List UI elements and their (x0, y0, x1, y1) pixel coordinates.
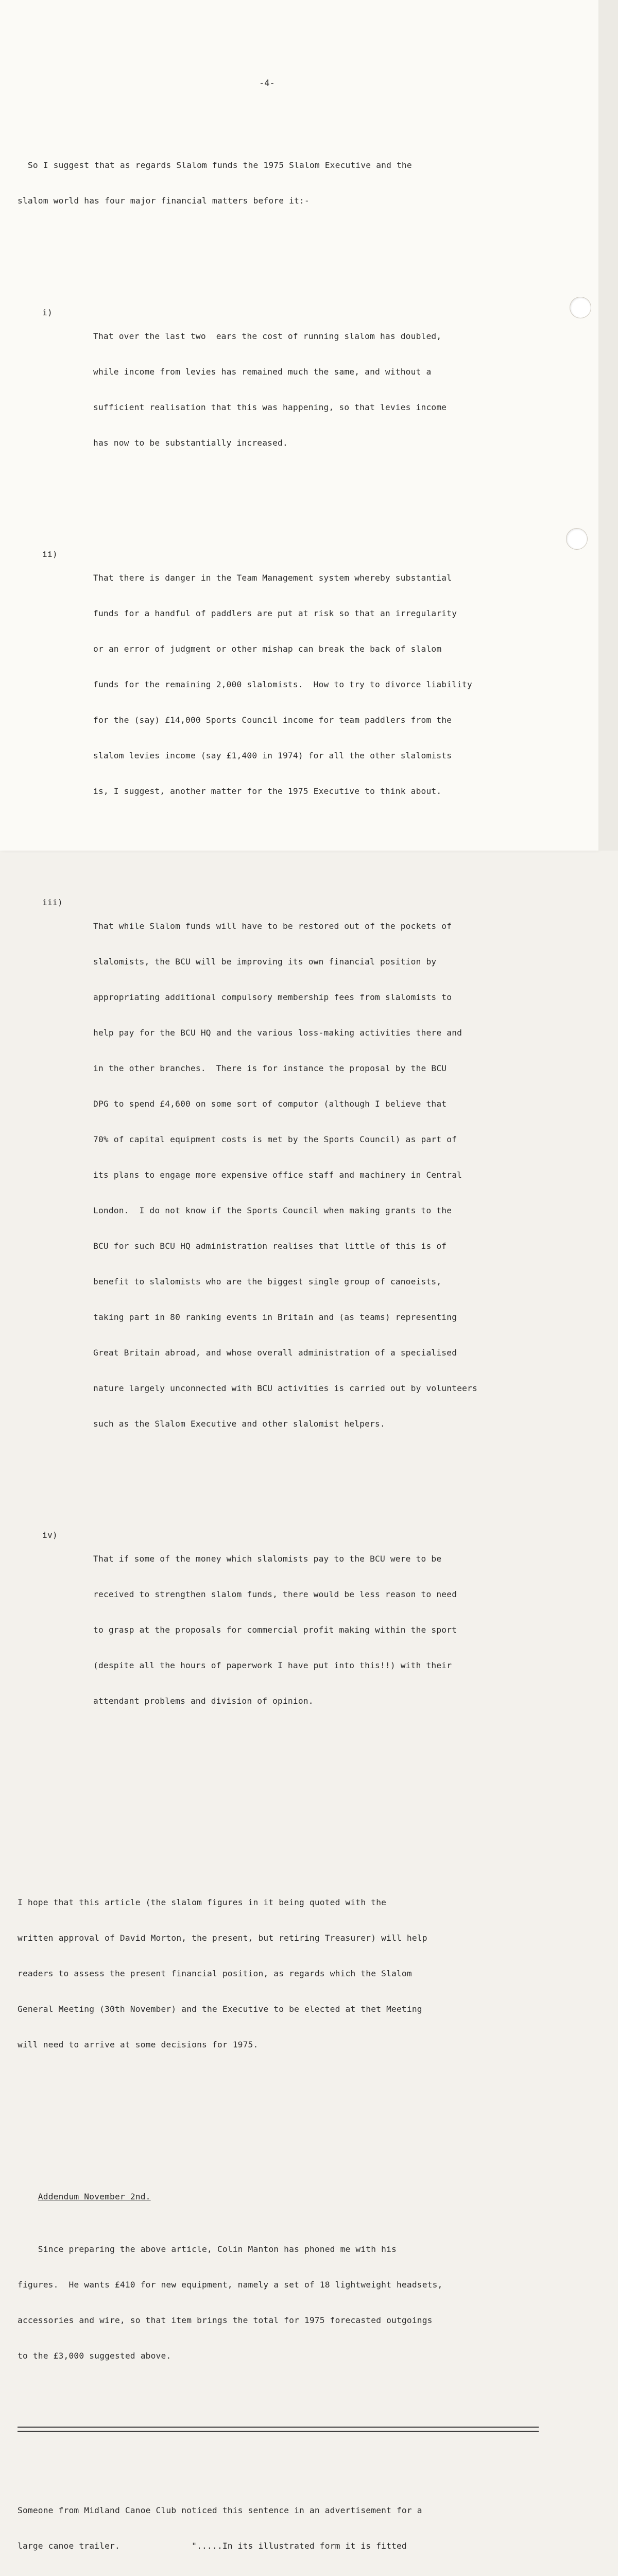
text-line: London. I do not know if the Sports Council when making grants to the (93, 1206, 452, 1215)
text-line: figures. He wants £410 for new equipment, namely a set of 18 lightweight headsets, (18, 2280, 443, 2290)
text-line: funds for the remaining 2,000 slalomists. How to try to divorce liability (93, 680, 472, 689)
text-line: General Meeting (30th November) and the Executive to be elected at thet Meeting (18, 2004, 422, 2014)
list-item-text (72, 896, 558, 1453)
list-item-number: i) (42, 308, 53, 317)
text-line: while income from levies has remained much the same, and without a (93, 367, 432, 377)
closing-paragraph (18, 1873, 558, 2074)
list-item-number: ii) (42, 549, 58, 559)
addendum-section (18, 2179, 558, 2385)
list-item-number: iii) (42, 897, 63, 907)
text-line: benefit to slalomists who are the biggest single group of canoeists, (93, 1277, 442, 1286)
text-line: nature largely unconnected with BCU activities is carried out by volunteers (93, 1383, 477, 1393)
text-line: received to strengthen slalom funds, there would be less reason to need (93, 1589, 457, 1599)
double-rule-divider (18, 2427, 539, 2432)
text-line: will need to arrive at some decisions for 1975. (18, 2040, 259, 2049)
text-line: I hope that this article (the slalom figures in it being quoted with the (18, 1897, 387, 1907)
text-line: for the (say) £14,000 Sports Council income for team paddlers from the (93, 715, 452, 725)
list-item-iii (18, 896, 558, 1453)
text-line: help pay for the BCU HQ and the various loss-making activities there and (93, 1028, 462, 1038)
text-line: Great Britain abroad, and whose overall administration of a specialised (93, 1348, 457, 1358)
list-item-ii (18, 548, 558, 821)
typed-text-body (18, 100, 558, 2576)
text-line: such as the Slalom Executive and other slalomist helpers. (93, 1419, 385, 1429)
text-line: has now to be substantially increased. (93, 438, 288, 448)
text-line: accessories and wire, so that item brings the total for 1975 forecasted outgoings (18, 2315, 433, 2325)
text-line: in the other branches. There is for instance the proposal by the BCU (93, 1063, 447, 1073)
punch-hole (566, 528, 588, 550)
text-line: That while Slalom funds will have to be restored out of the pockets of (93, 921, 452, 931)
text-line: So I suggest that as regards Slalom funds the 1975 Slalom Executive and the (18, 160, 412, 170)
text-line: 70% of capital equipment costs is met by the Sports Council) as part of (93, 1134, 457, 1144)
text-line: to the £3,000 suggested above. (18, 2351, 171, 2361)
text-line: DPG to spend £4,600 on some sort of computor (although I believe that (93, 1099, 447, 1109)
list-item-text (72, 1529, 558, 1731)
text-line: to grasp at the proposals for commercial profit making within the sport (93, 1625, 457, 1635)
list-item-number: iv) (42, 1530, 58, 1540)
text-line: funds for a handful of paddlers are put at risk so that an irregularity (93, 608, 457, 618)
text-line: or an error of judgment or other mishap can break the back of slalom (93, 644, 442, 654)
text-line: BCU for such BCU HQ administration realises that little of this is of (93, 1241, 447, 1251)
list-item-text (72, 548, 558, 821)
text-line: (despite all the hours of paperwork I have put into this!!) with their (93, 1660, 452, 1670)
intro-paragraph (18, 135, 558, 230)
text-line: sufficient realisation that this was happening, so that levies income (93, 402, 447, 412)
text-line: appropriating additional compulsory membership fees from slalomists to (93, 992, 452, 1002)
text-line: slalom world has four major financial matters before it:- (18, 196, 310, 206)
text-line: That over the last two ears the cost of running slalom has doubled, (93, 331, 442, 341)
text-line: written approval of David Morton, the present, but retiring Treasurer) will help (18, 1933, 427, 1943)
text-line: taking part in 80 ranking events in Britain and (as teams) representing (93, 1312, 457, 1322)
text-line: Since preparing the above article, Colin Manton has phoned me with his (18, 2244, 397, 2254)
text-line: large canoe trailer. ".....In its illustrated form it is fitted (18, 2541, 407, 2551)
list-item-text (72, 307, 558, 472)
punch-hole (570, 297, 591, 318)
text-line: readers to assess the present financial position, as regards which the Slalom (18, 1969, 412, 1978)
text-line: its plans to engage more expensive office staff and machinery in Central (93, 1170, 462, 1180)
page-number: -4- (259, 78, 275, 89)
text-line: Someone from Midland Canoe Club noticed this sentence in an advertisement for a (18, 2505, 422, 2515)
text-line: That there is danger in the Team Management system whereby substantial (93, 573, 452, 583)
list-item-iv (18, 1529, 558, 1731)
list-item-i (18, 307, 558, 472)
text-line: slalom levies income (say £1,400 in 1974) for all the other slalomists (93, 751, 452, 760)
text-line: attendant problems and division of opinion. (93, 1696, 314, 1706)
text-line: is, I suggest, another matter for the 1975 Executive to think about. (93, 786, 442, 796)
text-line: slalomists, the BCU will be improving its own financial position by (93, 957, 437, 967)
text-line: That if some of the money which slalomists pay to the BCU were to be (93, 1554, 442, 1564)
footnote-section (18, 2481, 558, 2576)
addendum-heading: Addendum November 2nd. (38, 2192, 151, 2201)
page-edge-background (598, 0, 618, 851)
